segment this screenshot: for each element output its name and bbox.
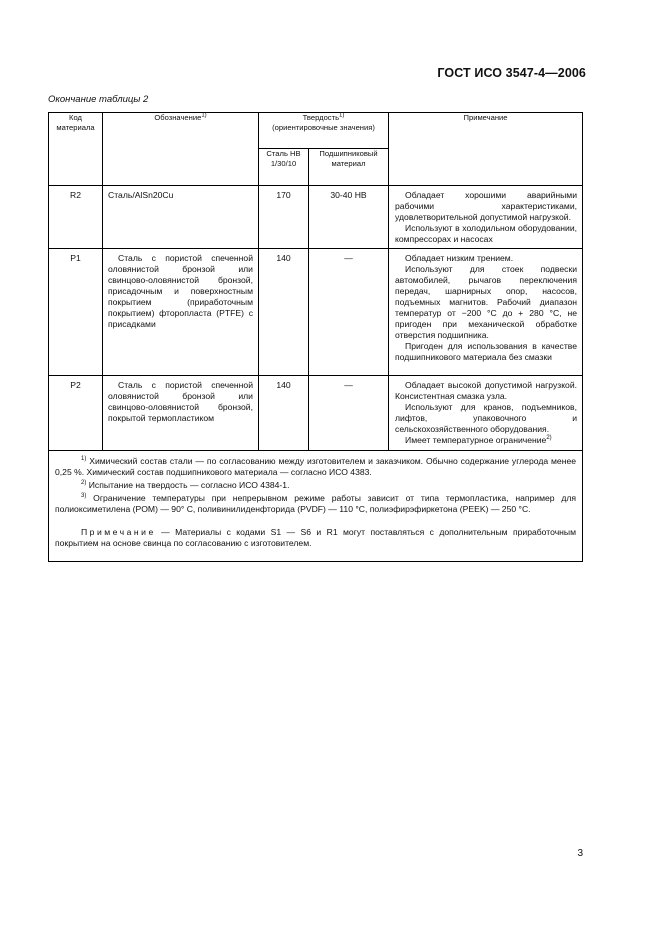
row-steel-hardness: 140 <box>259 249 309 376</box>
row-note: Обладает низким трением. Используют для стоек подвески автомобилей, рычагов переключения передач, шарнирных опор, насосов, подъемных магнитов. Рабочий диапазон температур от −200 °С до + 280 °С, не пригоден при механической обработке отверстия подшипника. Пригоден для использования в качестве подшипникового материала без смазки <box>389 249 583 376</box>
row-note: Обладает хорошими аварийными рабочими характеристиками, удовлетворительной допустимой нагрузкой. Используют в холодильном оборудовании, компрессорах и насосах <box>389 186 583 249</box>
row-note: Обладает высокой допустимой нагрузкой. Консистентная смазка узла. Используют для кранов, подъемников, лифтов, упаковочного и сельскохозяйственного оборудования. Имеет температурное ограничение$^{2)}$ <box>389 376 583 451</box>
footnote-1: $^{1)}$ Химический состав стали — по согласованию между изготовителем и заказчиком. Обычно содержание углерода менее 0,25 %. Химический состав подшипникового материала — согласно ИСО 4383. <box>55 456 577 477</box>
row-bearing-hardness: — <box>309 376 389 451</box>
table-row <box>49 186 583 249</box>
header-note: Примечание <box>389 113 583 186</box>
header-bearing: Подшипниковый материал <box>309 149 389 186</box>
row-bearing-hardness: — <box>309 249 389 376</box>
table-note: Примечание — Материалы с кодами S1 — S6 и R1 могут поставляться с дополнительным приработочным покрытием на основе свинца по согласованию с изготовителем. <box>55 527 577 548</box>
header-steel: Сталь НВ 1/30/10 <box>259 149 309 186</box>
table-row <box>49 249 583 376</box>
footnote-3: $^{3)}$ Ограничение температуры при непрерывном режиме работы зависит от типа термопластика, например для полиоксиметилена (POM) — 90° С, поливинилиденфторида (PVDF) — 110 °С, полиэфирэфиркетона (PEEK) — 250 °С. <box>55 493 577 514</box>
row-bearing-hardness: 30-40 НВ <box>309 186 389 249</box>
row-designation: Сталь с пористой спеченной оловянистой бронзой или свинцово-оловянистой бронзой, покрытой термопластиком <box>103 376 259 451</box>
header-hardness: Твердость$^{1)}$ (ориентировочные значения) <box>259 113 389 149</box>
table-row <box>49 376 583 451</box>
page-number: 3 <box>577 848 583 859</box>
row-code: P2 <box>49 376 103 451</box>
footnotes-row <box>49 451 583 562</box>
standard-header: ГОСТ ИСО 3547-4—2006 <box>437 66 586 80</box>
footnotes <box>49 451 583 562</box>
header-code: Код материала <box>49 113 103 186</box>
row-code: R2 <box>49 186 103 249</box>
table-caption: Окончание таблицы 2 <box>48 94 149 105</box>
materials-table <box>48 112 583 562</box>
row-steel-hardness: 140 <box>259 376 309 451</box>
row-steel-hardness: 170 <box>259 186 309 249</box>
row-designation: Сталь/AlSn20Cu <box>103 186 259 249</box>
row-code: P1 <box>49 249 103 376</box>
footnote-2: $^{2)}$ Испытание на твердость — согласно ИСО 4384-1. <box>81 480 290 490</box>
row-designation: Сталь с пористой спеченной оловянистой бронзой или свинцово-оловянистой бронзой, присадочным и поверхностным покрытием (приработочным покрытием) фторопласта (PTFE) с присадками <box>103 249 259 376</box>
header-designation: Обозначение$^{1)}$ <box>103 113 259 186</box>
